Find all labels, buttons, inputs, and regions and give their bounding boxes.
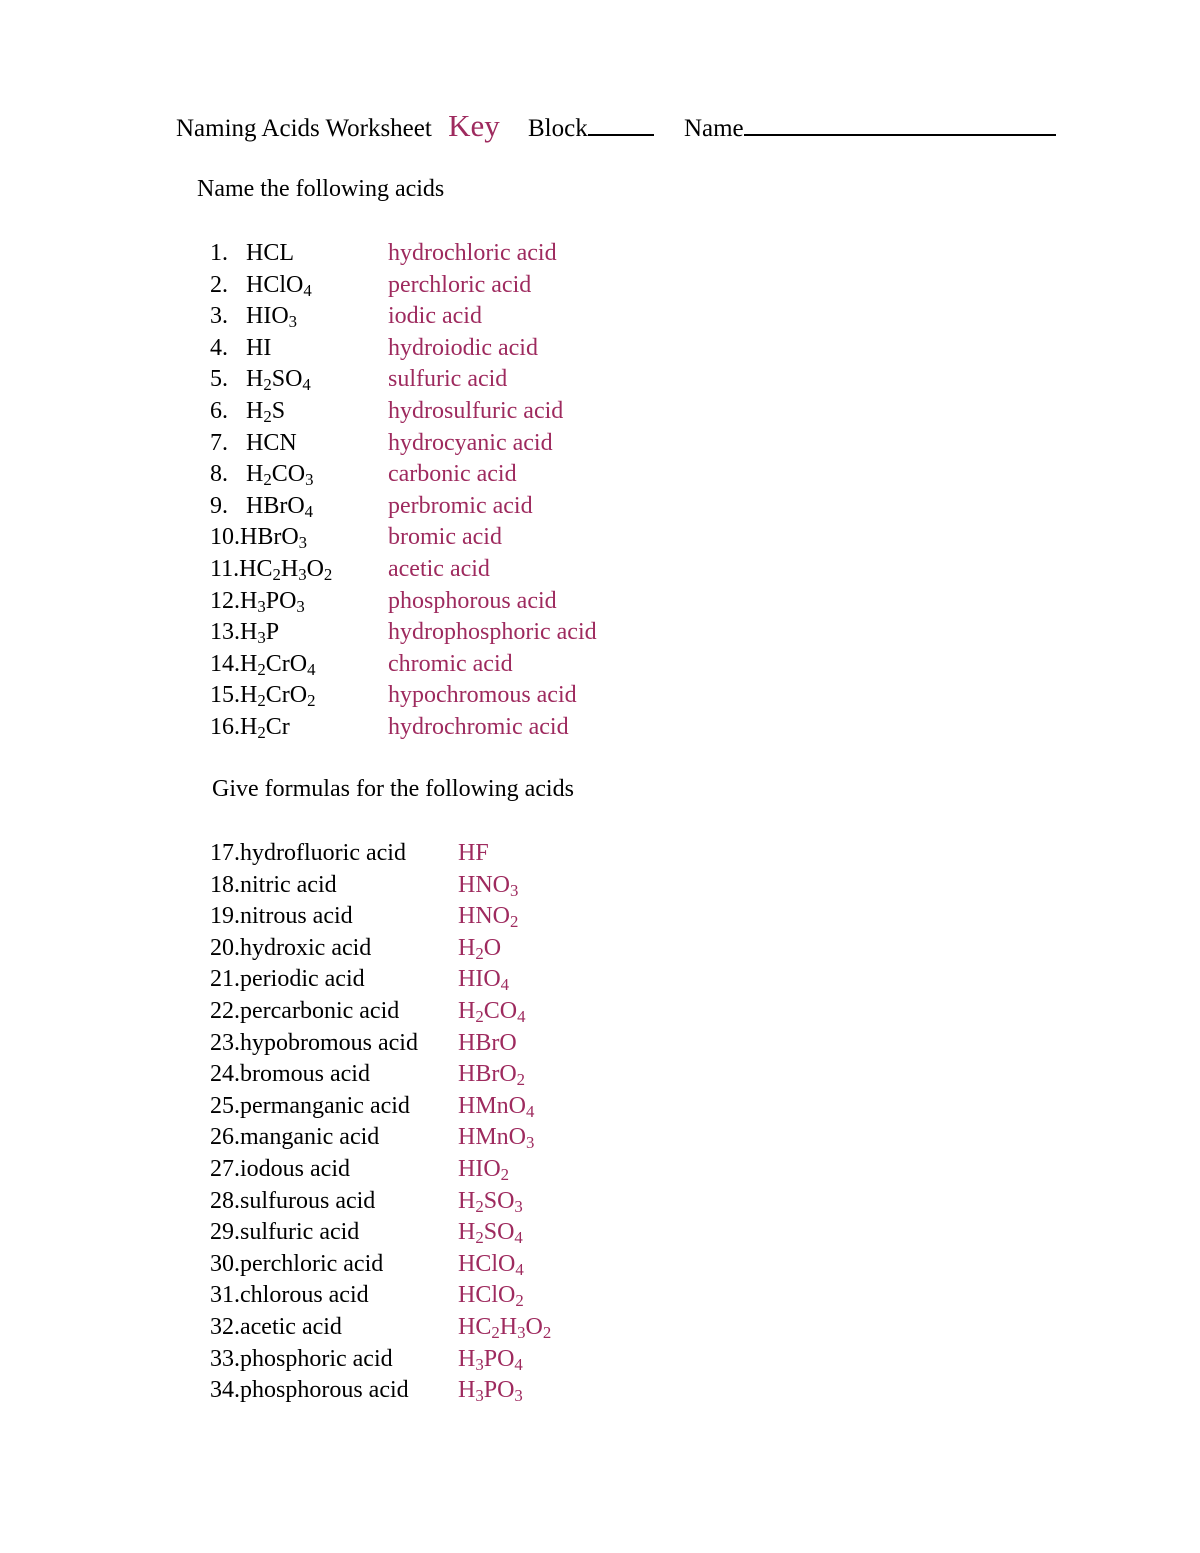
list-item bbox=[210, 1312, 552, 1344]
item-number: 22. bbox=[210, 997, 240, 1024]
section1-title: Name the following acids bbox=[197, 176, 445, 202]
item-question: percarbonic acid bbox=[240, 997, 400, 1024]
item-question: nitric acid bbox=[240, 871, 337, 898]
item-answer: hydroiodic acid bbox=[388, 334, 538, 361]
item-number: 2. bbox=[210, 271, 228, 298]
item-answer: acetic acid bbox=[388, 555, 490, 582]
item-answer: $HIO_2$ bbox=[458, 1155, 510, 1185]
item-number: 9. bbox=[210, 492, 228, 519]
list-item bbox=[210, 1344, 523, 1376]
item-question: HBrO$_3$ bbox=[240, 524, 308, 553]
name-blank-line bbox=[744, 112, 1056, 136]
item-answer: HClO$_4$ bbox=[458, 1250, 524, 1279]
list-item bbox=[210, 712, 569, 744]
item-answer: iodic acid bbox=[388, 303, 482, 330]
name-label: Name bbox=[683, 115, 744, 142]
acid-naming-list bbox=[210, 238, 597, 744]
list-item bbox=[210, 491, 533, 523]
item-question: HI bbox=[246, 334, 272, 361]
item-number: 14. bbox=[210, 650, 240, 677]
list-item bbox=[210, 428, 553, 460]
item-number: 7. bbox=[210, 429, 228, 456]
item-question: hydrofluoric acid bbox=[240, 840, 406, 866]
item-number: 18. bbox=[210, 871, 240, 898]
item-question: $H_2CO_3$ bbox=[246, 461, 314, 490]
item-question: $H_3PO_3$ bbox=[240, 587, 305, 616]
list-item bbox=[210, 270, 532, 302]
item-number: 17. bbox=[210, 840, 240, 866]
list-item bbox=[210, 586, 557, 618]
item-number: 24. bbox=[210, 1061, 240, 1088]
item-answer: sulfuric acid bbox=[388, 366, 508, 393]
item-answer: $H_2CO_4$ bbox=[458, 997, 526, 1027]
item-question: perchloric acid bbox=[240, 1250, 384, 1277]
item-question: periodic acid bbox=[240, 966, 365, 993]
item-question: HCL bbox=[246, 240, 294, 266]
item-answer: HF bbox=[458, 840, 489, 866]
item-question: $H_2Cr$ bbox=[240, 713, 290, 743]
item-number: 20. bbox=[210, 934, 240, 961]
list-item bbox=[210, 301, 482, 333]
item-question: $H_3P$ bbox=[240, 619, 280, 648]
item-question: sulfuric acid bbox=[240, 1219, 360, 1246]
item-number: 25. bbox=[210, 1092, 240, 1119]
item-question: nitrous acid bbox=[240, 903, 353, 930]
item-answer: HBrO$_2$ bbox=[458, 1061, 526, 1090]
item-answer: phosphorous acid bbox=[388, 587, 557, 614]
item-answer: $H_3PO_3$ bbox=[458, 1377, 523, 1406]
worksheet-header bbox=[176, 108, 1096, 144]
item-question: iodous acid bbox=[240, 1155, 350, 1182]
list-item bbox=[210, 1154, 510, 1186]
item-number: 29. bbox=[210, 1219, 240, 1246]
list-item bbox=[210, 1217, 523, 1249]
item-answer: hydrochloric acid bbox=[388, 240, 557, 266]
item-question: $H_2CrO_4$ bbox=[240, 650, 316, 679]
list-item bbox=[210, 1122, 535, 1154]
list-item bbox=[210, 964, 510, 996]
item-number: 28. bbox=[210, 1187, 240, 1214]
list-item bbox=[210, 870, 519, 902]
list-item bbox=[210, 933, 502, 965]
item-answer: $HIO_4$ bbox=[458, 966, 510, 995]
item-question: $HIO_3$ bbox=[246, 303, 298, 332]
worksheet-title: Naming Acids Worksheet bbox=[176, 115, 432, 142]
item-answer: perbromic acid bbox=[388, 492, 533, 519]
item-number: 3. bbox=[210, 303, 228, 330]
item-question: bromous acid bbox=[240, 1061, 370, 1088]
item-answer: HMnO$_4$ bbox=[458, 1092, 535, 1121]
list-item bbox=[210, 1249, 524, 1281]
list-item bbox=[210, 649, 513, 681]
key-label: Key bbox=[448, 108, 500, 143]
item-question: $H_2CrO_2$ bbox=[240, 682, 316, 711]
item-number: 31. bbox=[210, 1282, 240, 1309]
item-number: 8. bbox=[210, 461, 228, 488]
item-number: 15. bbox=[210, 682, 240, 709]
item-number: 30. bbox=[210, 1250, 240, 1277]
acid-formula-list bbox=[210, 838, 552, 1407]
item-answer: HBrO bbox=[458, 1029, 517, 1056]
item-number: 16. bbox=[210, 713, 240, 740]
list-item bbox=[210, 617, 597, 649]
list-item bbox=[210, 1186, 523, 1218]
item-number: 34. bbox=[210, 1377, 240, 1404]
block-label: Block bbox=[527, 115, 588, 142]
list-item bbox=[210, 838, 489, 870]
list-item bbox=[210, 238, 557, 270]
list-item bbox=[210, 1091, 535, 1123]
item-number: 33. bbox=[210, 1345, 240, 1372]
item-question: hydroxic acid bbox=[240, 934, 372, 961]
item-question: chlorous acid bbox=[240, 1282, 369, 1309]
item-answer: $HC_2H_3O_2$ bbox=[458, 1313, 552, 1343]
item-answer: hypochromous acid bbox=[388, 682, 577, 709]
section2-title: Give formulas for the following acids bbox=[212, 776, 574, 802]
list-item bbox=[210, 522, 502, 554]
item-question: HCN bbox=[246, 429, 297, 456]
list-item bbox=[210, 996, 526, 1028]
list-item bbox=[210, 333, 538, 365]
list-item bbox=[210, 364, 508, 396]
item-number: 12. bbox=[210, 587, 240, 614]
list-item bbox=[210, 1028, 517, 1060]
list-item bbox=[210, 1059, 526, 1091]
item-number: 4. bbox=[210, 334, 228, 361]
item-question: HBrO$_4$ bbox=[246, 492, 314, 521]
item-question: HClO$_4$ bbox=[246, 271, 312, 300]
item-number: 19. bbox=[210, 903, 240, 930]
item-question: manganic acid bbox=[240, 1124, 380, 1151]
item-question: permanganic acid bbox=[240, 1092, 410, 1119]
item-answer: $H_3PO_4$ bbox=[458, 1345, 523, 1374]
item-answer: hydrophosphoric acid bbox=[388, 619, 597, 646]
item-number: 13. bbox=[210, 619, 240, 646]
list-item bbox=[210, 396, 564, 428]
item-number: 11. bbox=[210, 555, 240, 582]
item-answer: HClO$_2$ bbox=[458, 1282, 524, 1311]
item-question: phosphorous acid bbox=[240, 1377, 409, 1404]
item-number: 5. bbox=[210, 366, 228, 393]
item-number: 26. bbox=[210, 1124, 240, 1151]
item-answer: hydrochromic acid bbox=[388, 713, 569, 740]
item-question: $H_2SO_4$ bbox=[246, 366, 311, 395]
item-answer: HMnO$_3$ bbox=[458, 1124, 535, 1153]
item-question: phosphoric acid bbox=[240, 1345, 393, 1372]
item-answer: $HNO_2$ bbox=[458, 903, 519, 932]
item-number: 1. bbox=[210, 240, 228, 266]
block-blank-line bbox=[588, 112, 654, 136]
list-item bbox=[210, 1375, 523, 1407]
item-number: 21. bbox=[210, 966, 240, 993]
item-answer: chromic acid bbox=[388, 650, 513, 677]
list-item bbox=[210, 680, 577, 712]
item-answer: hydrocyanic acid bbox=[388, 429, 553, 456]
item-number: 10. bbox=[210, 524, 240, 551]
item-answer: bromic acid bbox=[388, 524, 502, 551]
item-question: $HC_2H_3O_2$ bbox=[239, 555, 333, 585]
item-answer: perchloric acid bbox=[388, 271, 532, 298]
item-question: sulfurous acid bbox=[240, 1187, 376, 1214]
item-answer: $H_2SO_3$ bbox=[458, 1187, 523, 1216]
item-answer: carbonic acid bbox=[388, 461, 517, 488]
item-number: 32. bbox=[210, 1313, 240, 1340]
item-number: 27. bbox=[210, 1155, 240, 1182]
item-answer: hydrosulfuric acid bbox=[388, 397, 564, 424]
item-answer: $HNO_3$ bbox=[458, 871, 519, 900]
list-item bbox=[210, 1280, 524, 1312]
item-answer: $H_2SO_4$ bbox=[458, 1219, 523, 1248]
item-answer: $H_2O$ bbox=[458, 934, 502, 963]
list-item bbox=[210, 459, 517, 491]
item-question: acetic acid bbox=[240, 1313, 342, 1340]
item-number: 23. bbox=[210, 1029, 240, 1056]
item-question: hypobromous acid bbox=[240, 1029, 418, 1056]
item-question: $H_2S$ bbox=[246, 397, 286, 427]
list-item bbox=[210, 901, 519, 933]
item-number: 6. bbox=[210, 397, 228, 424]
list-item bbox=[210, 554, 490, 586]
